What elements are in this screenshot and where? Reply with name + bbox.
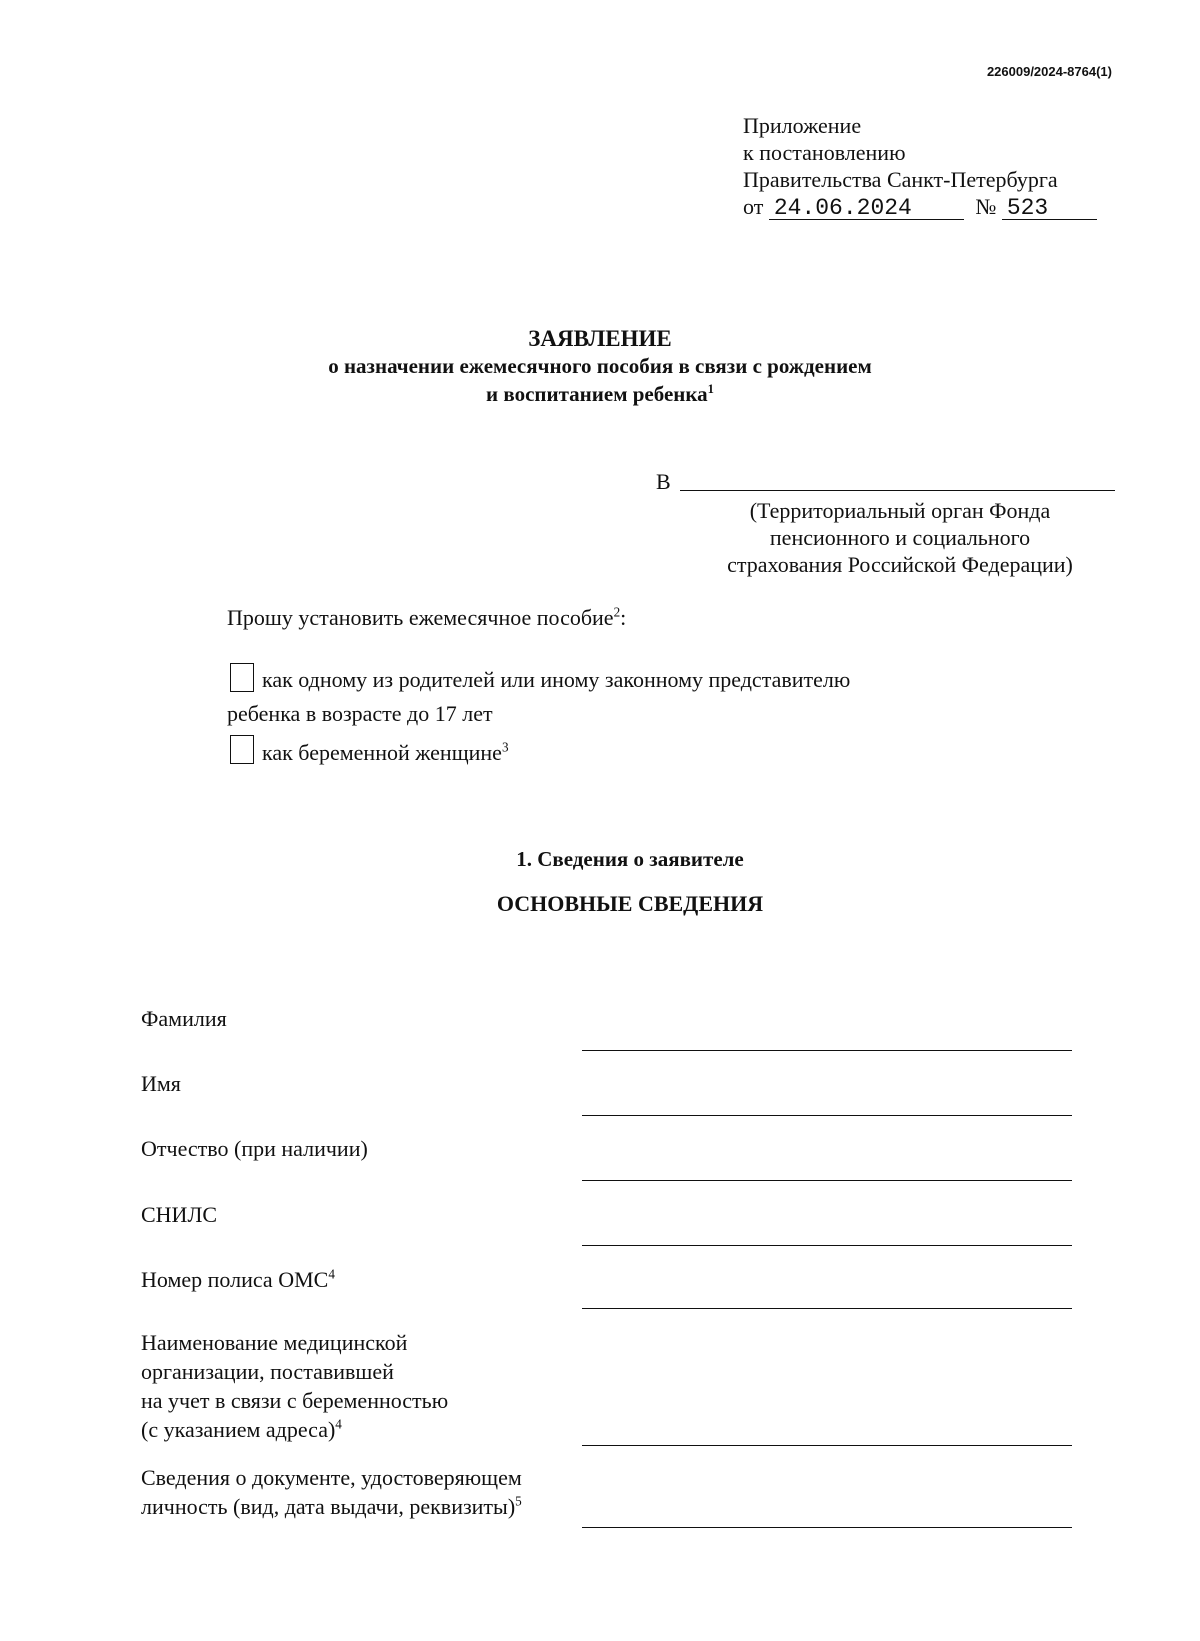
field-label-text: Сведения о документе, удостоверяющем [141,1465,522,1490]
recipient-prefix: В [656,469,671,494]
field-medical-org-line[interactable] [582,1445,1072,1446]
document-number: 226009/2024-8764(1) [986,64,1112,79]
field-label-text: на учет в связи с беременностью [141,1388,449,1413]
field-label-oms [141,1265,335,1294]
document-subtitle-line: о назначении ежемесячного пособия в связи с рождением [328,354,872,378]
field-label-medical-org [141,1328,448,1444]
field-surname-line[interactable] [582,1050,1072,1051]
field-label-snils: СНИЛС [141,1202,218,1227]
appendix-line: Правительства Санкт-Петербурга [743,167,1058,192]
section-subheading: ОСНОВНЫЕ СВЕДЕНИЯ [496,891,764,916]
footnote-ref: 1 [707,382,714,396]
document-subtitle-line [0,382,1200,407]
field-id-document-line[interactable] [582,1527,1072,1528]
option-parent-label: как одному из родителей или иному законному представителю [262,667,851,692]
field-label-text: личность (вид, дата выдачи, реквизиты) [141,1494,516,1519]
field-label-text: Номер полиса ОМС [141,1267,329,1292]
footnote-ref: 5 [515,1493,522,1509]
decree-number: 523 [1002,197,1097,220]
footnote-ref: 4 [335,1416,342,1432]
decree-date: 24.06.2024 [769,197,964,220]
option-parent-checkbox[interactable] [230,663,254,692]
section-heading: 1. Сведения о заявителе [516,847,744,871]
appendix-line: к постановлению [743,140,906,165]
option-pregnant-label [262,740,509,766]
org-hint-line: (Территориальный орган Фонда [749,498,1051,523]
footnote-ref: 3 [501,739,509,755]
field-label-patronymic: Отчество (при наличии) [141,1136,368,1161]
field-label-id-document [141,1463,522,1521]
field-label-text: Наименование медицинской [141,1330,408,1355]
subtitle-text: и воспитанием ребенка [486,382,708,406]
footnote-ref: 2 [613,604,621,620]
option-text: как беременной женщине [262,740,502,765]
request-label: Прошу установить ежемесячное пособие [227,605,614,630]
number-prefix: № [975,194,997,219]
field-oms-line[interactable] [582,1308,1072,1309]
option-parent-label-cont: ребенка в возрасте до 17 лет [227,701,493,726]
document-title: ЗАЯВЛЕНИЕ [528,326,672,351]
appendix-line: Приложение [743,113,862,138]
field-label-text: (с указанием адреса) [141,1417,336,1442]
field-label-surname: Фамилия [141,1006,227,1031]
org-hint-line: пенсионного и социального [769,525,1031,550]
footnote-ref: 4 [328,1266,335,1282]
recipient-field-line[interactable] [680,490,1115,491]
from-prefix: от [743,194,764,219]
org-hint-line: страхования Российской Федерации) [727,552,1073,577]
request-colon: : [620,605,627,630]
field-label-name: Имя [141,1071,181,1096]
appendix-block [743,112,1097,220]
field-label-text: организации, поставившей [141,1359,394,1384]
appendix-date-line [743,193,1097,220]
field-patronymic-line[interactable] [582,1180,1072,1181]
field-name-line[interactable] [582,1115,1072,1116]
option-pregnant-checkbox[interactable] [230,735,254,764]
recipient-org-hint [700,497,1100,578]
request-text [227,605,626,631]
field-snils-line[interactable] [582,1245,1072,1246]
